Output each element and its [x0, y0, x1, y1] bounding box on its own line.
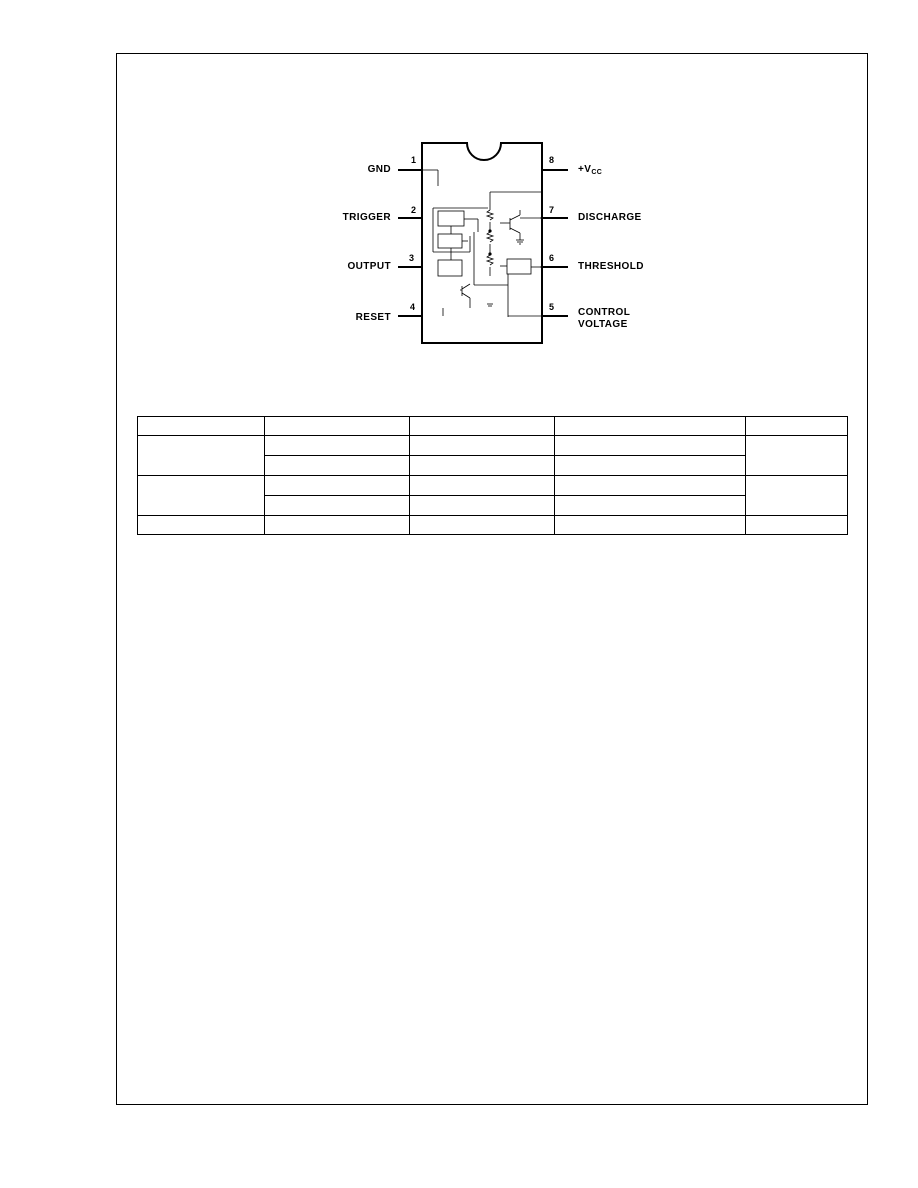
table-cell	[138, 516, 265, 535]
ic-package-outline	[422, 143, 542, 343]
pin5-number: 5	[549, 302, 555, 312]
table-cell	[555, 456, 746, 476]
table-cell	[265, 476, 410, 496]
table-cell	[410, 516, 555, 535]
table-cell	[138, 417, 265, 436]
table-cell	[410, 476, 555, 496]
table-cell	[555, 436, 746, 456]
table-cell	[555, 516, 746, 535]
pin7-number: 7	[549, 205, 555, 215]
table-row	[138, 436, 848, 456]
table-cell	[410, 456, 555, 476]
table-cell	[410, 417, 555, 436]
table-cell	[410, 436, 555, 456]
pin7-label: DISCHARGE	[578, 212, 642, 223]
pin3-label: OUTPUT	[347, 261, 391, 272]
table-cell	[746, 436, 848, 476]
empty-table	[137, 416, 848, 535]
table-cell	[138, 436, 265, 476]
pin8-number: 8	[549, 155, 555, 165]
table-cell	[265, 417, 410, 436]
table-row	[138, 476, 848, 496]
pin4-label: RESET	[355, 312, 391, 323]
pin4-number: 4	[410, 302, 416, 312]
pin2-number: 2	[411, 205, 417, 215]
table-row	[138, 516, 848, 535]
table-cell	[555, 476, 746, 496]
flip-flop-block	[438, 234, 462, 248]
table-cell	[410, 496, 555, 516]
pinout-diagram	[0, 0, 918, 400]
pin1-label: GND	[367, 164, 391, 175]
pin8-label	[578, 164, 602, 176]
table-cell	[555, 417, 746, 436]
pin3-number: 3	[409, 253, 415, 263]
pin8-label-main: +V	[578, 164, 592, 175]
pin1-number: 1	[411, 155, 417, 165]
pin6-number: 6	[549, 253, 555, 263]
output-stage-block	[438, 260, 462, 276]
pin6-label: THRESHOLD	[578, 261, 644, 272]
pin5-label-line1: CONTROL	[578, 307, 631, 318]
table-row	[138, 417, 848, 436]
pin5-label-line2: VOLTAGE	[578, 319, 628, 330]
pin8-label-sub: CC	[591, 169, 603, 176]
table-cell	[265, 456, 410, 476]
comparator-top-block	[438, 211, 464, 226]
table-cell	[265, 516, 410, 535]
schematic-nodes	[488, 217, 543, 269]
table-cell	[746, 476, 848, 516]
internal-schematic	[422, 170, 542, 317]
table-cell	[265, 496, 410, 516]
pin2-label: TRIGGER	[342, 212, 391, 223]
table-cell	[555, 496, 746, 516]
table-cell	[265, 436, 410, 456]
table-cell	[746, 417, 848, 436]
table-cell	[138, 476, 265, 516]
comparator-bottom-block	[507, 259, 531, 274]
table-cell	[746, 516, 848, 535]
